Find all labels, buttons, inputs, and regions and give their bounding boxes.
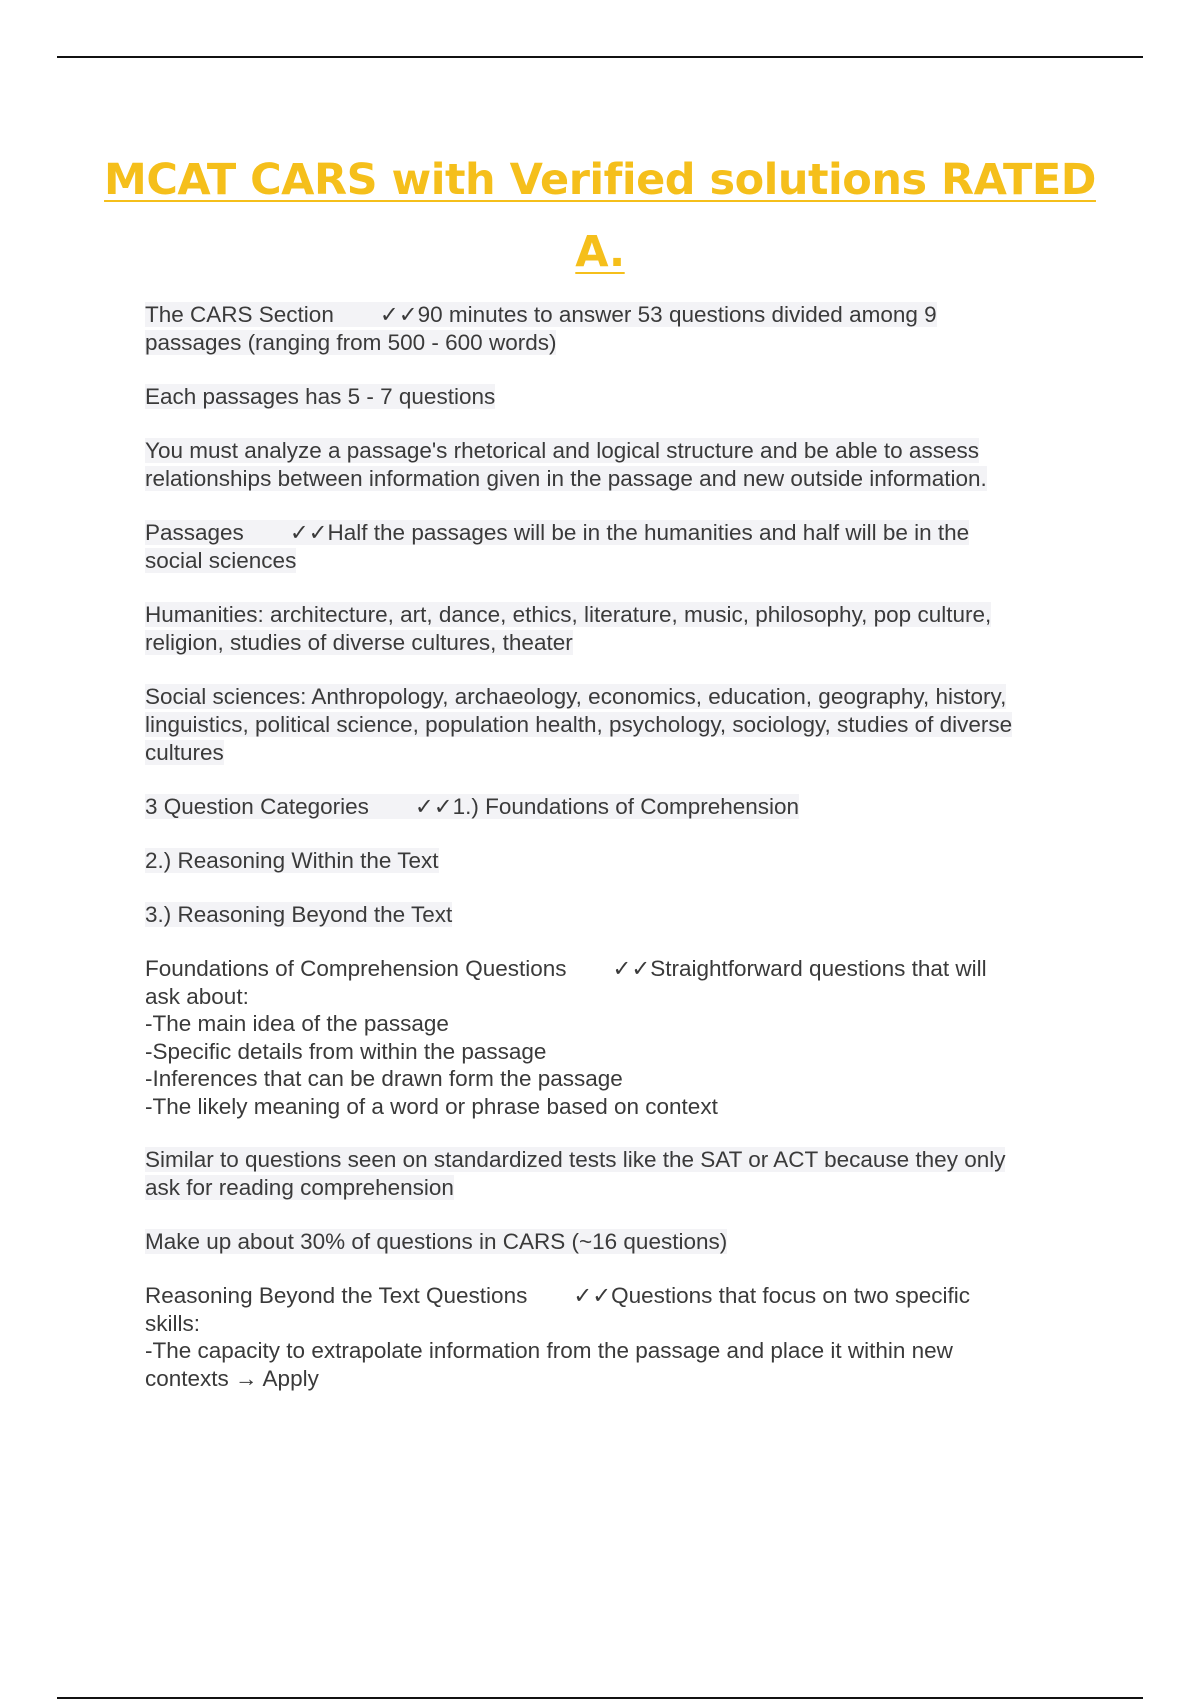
answer-reasoning-beyond-line-1: Questions that focus on two specific (611, 1283, 970, 1308)
paragraph-reasoning-beyond: 3.) Reasoning Beyond the Text (145, 902, 453, 927)
term-cars-section: The CARS Section (145, 302, 334, 327)
answer-foundations-line-2: ask about: (145, 983, 249, 1009)
list-item: -Specific details from within the passage (145, 1038, 547, 1064)
title-line-2: A. (575, 227, 625, 277)
list-item: -The main idea of the passage (145, 1011, 449, 1036)
term-reasoning-beyond: Reasoning Beyond the Text Questions (145, 1283, 528, 1308)
check-icon: ✓✓ (573, 1283, 612, 1308)
answer-passages-line-1: Half the passages will be in the humanities and half will be in the (327, 520, 970, 545)
term-foundations-comprehension: Foundations of Comprehension Questions (145, 956, 567, 981)
check-icon: ✓✓ (612, 956, 651, 981)
answer-cars-section-line-2: passages (ranging from 500 - 600 words) (145, 330, 557, 355)
term-passages: Passages (145, 520, 244, 545)
check-icon: ✓✓ (414, 794, 453, 819)
title-line-1: MCAT CARS with Verified solutions RATED (104, 155, 1096, 205)
list-item: -The capacity to extrapolate information from the passage and place it within new (145, 1338, 953, 1363)
paragraph-reasoning-within: 2.) Reasoning Within the Text (145, 848, 439, 873)
paragraph-passage-questions: Each passages has 5 - 7 questions (145, 384, 496, 409)
paragraph-analyze-passage: You must analyze a passage's rhetorical and logical structure and be able to assess relationships between information given in the passage and new outside information. (145, 438, 987, 491)
top-rule (57, 56, 1143, 58)
document-body (145, 301, 1085, 1418)
answer-cars-section-line-1: 90 minutes to answer 53 questions divided among 9 (417, 302, 937, 327)
answer-foundations-line-1: Straightforward questions that will (650, 956, 987, 981)
check-icon: ✓✓ (289, 520, 328, 545)
answer-passages-line-2: social sciences (145, 548, 297, 573)
list-item: contexts → Apply (145, 1365, 319, 1391)
term-question-categories: 3 Question Categories (145, 794, 369, 819)
paragraph-humanities: Humanities: architecture, art, dance, ethics, literature, music, philosophy, pop culture, religion, studies of diverse cultures, theater (145, 602, 992, 655)
bottom-rule (57, 1697, 1143, 1699)
qa-foundations-comprehension (145, 955, 1085, 1120)
qa-cars-section (145, 301, 1085, 357)
answer-reasoning-beyond-line-2: skills: (145, 1310, 200, 1336)
answer-question-categories: 1.) Foundations of Comprehension (452, 794, 800, 819)
list-item: -The likely meaning of a word or phrase based on context (145, 1093, 718, 1119)
paragraph-similar-questions: Similar to questions seen on standardized tests like the SAT or ACT because they only ask for reading comprehension (145, 1147, 1006, 1200)
check-icon: ✓✓ (379, 302, 418, 327)
qa-reasoning-beyond (145, 1282, 1085, 1392)
list-item: -Inferences that can be drawn form the passage (145, 1066, 623, 1091)
qa-question-categories (145, 793, 1085, 821)
paragraph-thirty-percent: Make up about 30% of questions in CARS (~16 questions) (145, 1229, 728, 1254)
qa-passages (145, 519, 1085, 575)
document-title (100, 144, 1100, 288)
paragraph-social-sciences: Social sciences: Anthropology, archaeology, economics, education, geography, history, linguistics, political science, population health, psychology, sociology, studies of diverse cultures (145, 684, 1013, 765)
